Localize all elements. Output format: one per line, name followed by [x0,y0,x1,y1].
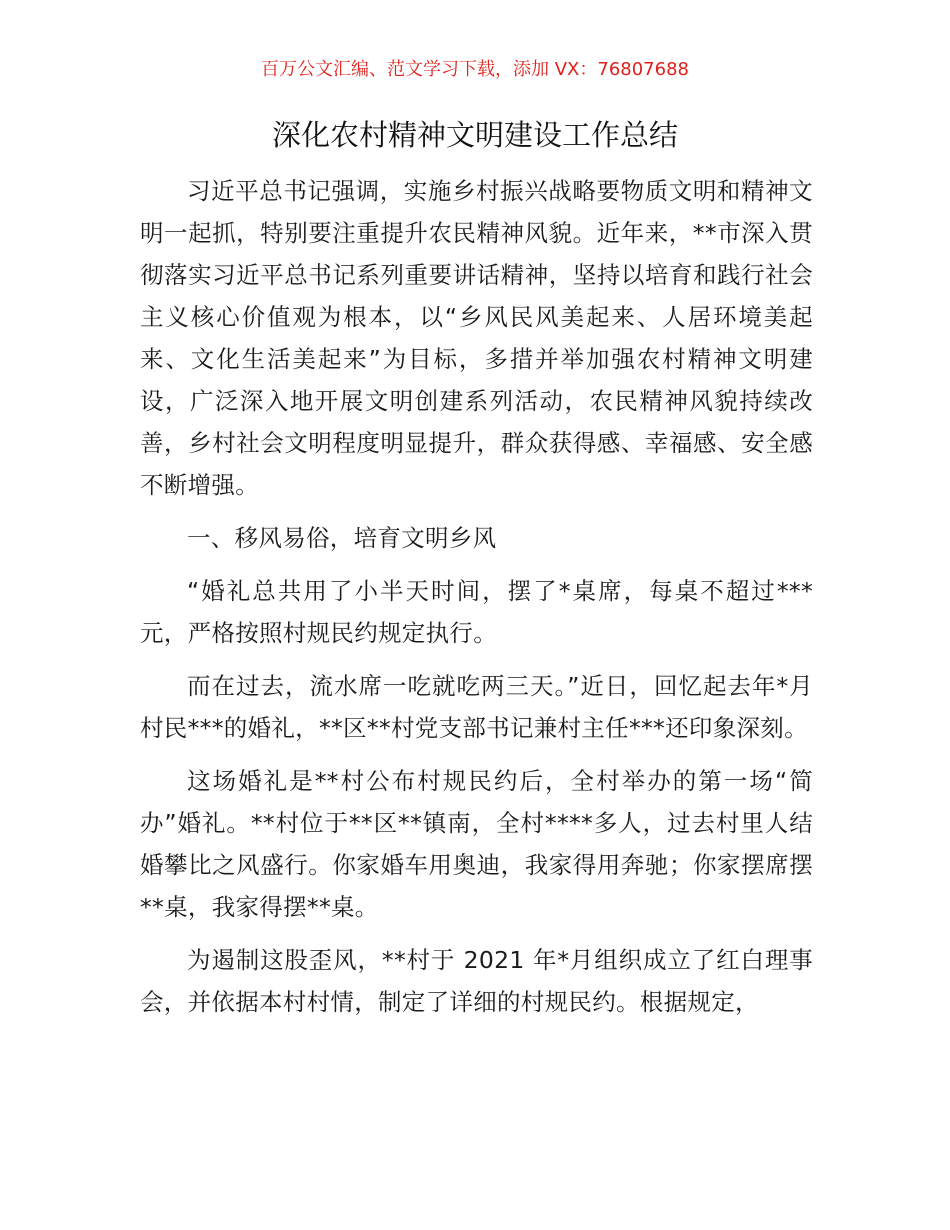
body-paragraph: “婚礼总共用了小半天时间，摆了*桌席，每桌不超过***元，严格按照村规民约规定执行。 [140,577,813,647]
intro-paragraph: 习近平总书记强调，实施乡村振兴战略要物质文明和精神文明一起抓，特别要注重提升农民精神风貌。近年来，**市深入贯彻落实习近平总书记系列重要讲话精神，坚持以培育和践行社会主义核心价值观为根本，以“乡风民风美起来、人居环境美起来、文化生活美起来”为目标，多措并举加强农村精神文明建设，广泛深入地开展文明创建系列活动，农民精神风貌持续改善，乡村社会文明程度明显提升，群众获得感、幸福感、安全感不断增强。 [140,177,813,499]
header-watermark-note: 百万公文汇编、范文学习下载，添加 VX：76807688 [261,59,689,80]
body-paragraph: 这场婚礼是**村公布村规民约后，全村举办的第一场“简办”婚礼。**村位于**区**镇南，全村****多人，过去村里人结婚攀比之风盛行。你家婚车用奥迪，我家得用奔驰；你家摆席摆**桌，我家得摆**桌。 [140,767,813,921]
body-paragraph: 为遏制这股歪风，**村于 2021 年*月组织成立了红白理事会，并依据本村村情，制定了详细的村规民约。根据规定， [140,946,813,1016]
document-body [140,170,813,1034]
body-paragraph: 而在过去，流水席一吃就吃两三天。”近日，回忆起去年*月村民***的婚礼，**区**村党支部书记兼村主任***还印象深刻。 [140,672,813,742]
document-title: 深化农村精神文明建设工作总结 [271,118,678,152]
section-heading: 一、移风易俗，培育文明乡风 [187,524,497,552]
